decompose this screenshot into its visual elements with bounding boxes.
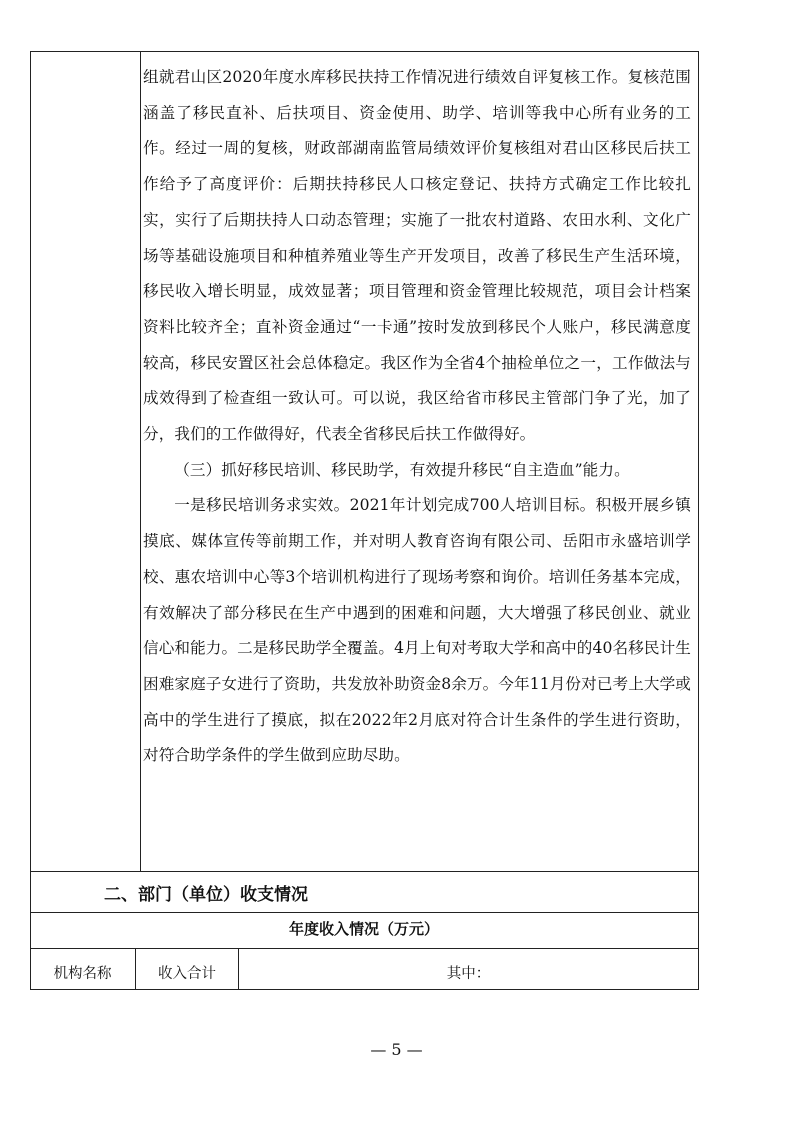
- page-number: — 5 —: [370, 1040, 423, 1059]
- header-including: 其中：: [446, 966, 491, 982]
- paragraph: 一是移民培训务求实效。2021年计划完成700人培训目标。积极开展乡镇摸底、媒体宣传等前期工作，并对明人教育咨询有限公司、岳阳市永盛培训学校、惠农培训中心等3个培训机构进行了现场考察和询价。培训任务基本完成，有效解决了部分移民在生产中遇到的困难和问题，大大增强了移民创业、就业信心和能力。二是移民助学全覆盖。4月上旬对考取大学和高中的40名移民计生困难家庭子女进行了资助，共发放补助资金8余万。今年11月份对已考上大学或高中的学生进行了摸底，拟在2022年2月底对符合计生条件的学生进行资助，对符合助学条件的学生做到应助尽助。: [143, 496, 691, 765]
- body-text: [143, 60, 691, 774]
- row-divider-header: [30, 948, 699, 949]
- row-divider-section: [30, 871, 699, 872]
- left-column-divider: [140, 51, 141, 871]
- header-org-name: 机构名称: [53, 966, 112, 982]
- row-divider-title: [30, 912, 699, 913]
- header-income-total: 收入合计: [158, 966, 216, 982]
- table-title: 年度收入情况（万元）: [288, 920, 439, 938]
- paragraph: （三）抓好移民培训、移民助学，有效提升移民“自主造血”能力。: [174, 460, 630, 479]
- paragraph: 组就君山区2020年度水库移民扶持工作情况进行绩效自评复核工作。复核范围涵盖了移民直补、后扶项目、资金使用、助学、培训等我中心所有业务的工作。经过一周的复核，财政部湖南监管局绩效评价复核组对君山区移民后扶工作给予了高度评价：后期扶持移民人口核定登记、扶持方式确定工作比较扎实，实行了后期扶持人口动态管理；实施了一批农村道路、农田水利、文化广场等基础设施项目和种植养殖业等生产开发项目，改善了移民生产生活环境，移民收入增长明显，成效显著；项目管理和资金管理比较规范，项目会计档案资料比较齐全；直补资金通过“一卡通”按时发放到移民个人账户，移民满意度较高，移民安置区社会总体稳定。我区作为全省4个抽检单位之一，工作做法与成效得到了检查组一致认可。可以说，我区给省市移民主管部门争了光，加了分，我们的工作做得好，代表全省移民后扶工作做得好。: [143, 68, 691, 444]
- section-title: 二、部门（单位）收支情况: [104, 885, 308, 905]
